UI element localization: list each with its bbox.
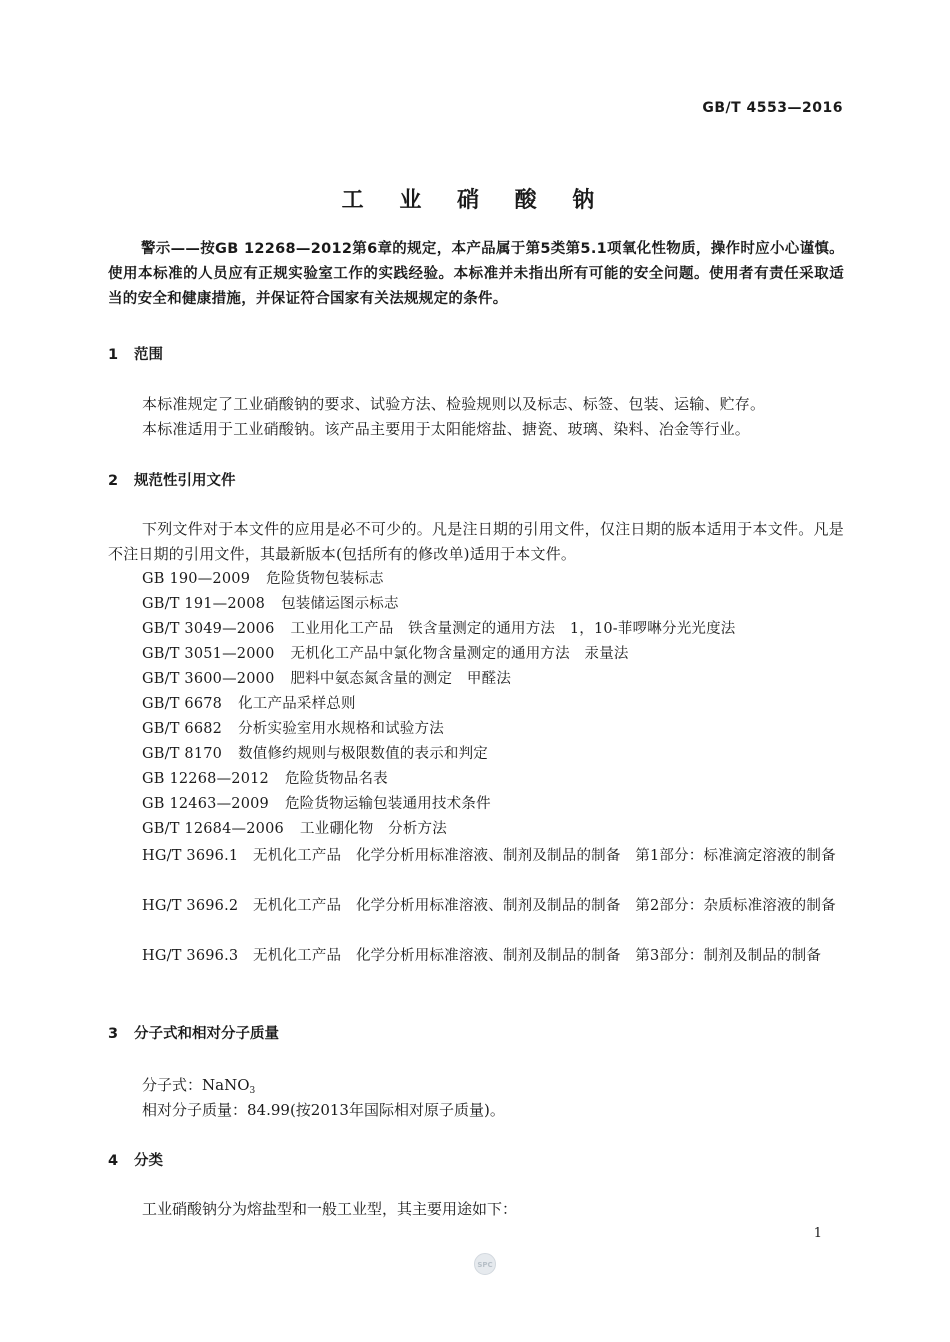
- reference-title: 无机化工产品 化学分析用标准溶液、制剂及制品的制备 第1部分：标准滴定溶液的制备: [253, 848, 836, 864]
- reference-list: [142, 567, 736, 842]
- section-1-heading: [108, 343, 163, 364]
- reference-code: GB/T 6678: [142, 696, 223, 712]
- hg-reference-3: [108, 944, 844, 969]
- formula-subscript: 3: [249, 1086, 256, 1096]
- reference-title: 无机化工产品 化学分析用标准溶液、制剂及制品的制备 第3部分：制剂及制品的制备: [253, 948, 822, 964]
- warning-paragraph: 警示——按GB 12268—2012第6章的规定，本产品属于第5类第5.1项氧化性物质，操作时应小心谨慎。使用本标准的人员应有正规实验室工作的实践经验。本标准并未指出所有可能的安全问题。使用者有责任采取适当的安全和健康措施，并保证符合国家有关法规规定的条件。: [108, 241, 844, 307]
- reference-item: [142, 592, 736, 617]
- section-title: 分子式和相对分子质量: [134, 1026, 279, 1042]
- reference-code: GB/T 191—2008: [142, 596, 266, 612]
- hg-reference-1: [108, 844, 844, 869]
- reference-code: GB 190—2009: [142, 571, 251, 587]
- section-2-heading: [108, 469, 236, 490]
- document-title: 工 业 硝 酸 钠: [341, 188, 609, 213]
- section-number: 3: [108, 1026, 119, 1042]
- reference-item: [142, 567, 736, 592]
- section-number: 4: [108, 1153, 119, 1169]
- reference-title: 无机化工产品中氯化物含量测定的通用方法 汞量法: [290, 646, 629, 662]
- reference-item: [142, 667, 736, 692]
- reference-title: 工业用化工产品 铁含量测定的通用方法 1，10-菲啰啉分光光度法: [290, 621, 736, 637]
- reference-title: 分析实验室用水规格和试验方法: [238, 721, 444, 737]
- reference-code: GB/T 3051—2000: [142, 646, 275, 662]
- section-title: 范围: [134, 347, 163, 363]
- spc-watermark-icon: [473, 1252, 497, 1276]
- standard-code: GB/T 4553—2016: [702, 100, 843, 116]
- reference-code: GB 12463—2009: [142, 796, 269, 812]
- reference-code: GB/T 3049—2006: [142, 621, 275, 637]
- section-4-heading: [108, 1149, 163, 1170]
- reference-code: GB/T 6682: [142, 721, 223, 737]
- molecular-mass: 相对分子质量：84.99(按2013年国际相对原子质量)。: [142, 1101, 505, 1119]
- references-intro: 下列文件对于本文件的应用是必不可少的。凡是注日期的引用文件，仅注日期的版本适用于本文件。凡是不注日期的引用文件，其最新版本(包括所有的修改单)适用于本文件。: [108, 520, 844, 563]
- reference-code: HG/T 3696.1: [142, 848, 239, 864]
- reference-title: 危险货物包装标志: [266, 571, 384, 587]
- reference-code: HG/T 3696.2: [142, 898, 239, 914]
- reference-code: GB/T 3600—2000: [142, 671, 275, 687]
- reference-item: [142, 642, 736, 667]
- classification-paragraph: 工业硝酸钠分为熔盐型和一般工业型，其主要用途如下：: [142, 1200, 518, 1218]
- reference-title: 化工产品采样总则: [238, 696, 356, 712]
- reference-title: 工业硼化物 分析方法: [299, 821, 447, 837]
- section-number: 2: [108, 473, 119, 489]
- scope-paragraph-2: 本标准适用于工业硝酸钠。该产品主要用于太阳能熔盐、搪瓷、玻璃、染料、冶金等行业。: [142, 420, 751, 438]
- reference-item: [142, 717, 736, 742]
- formula-label: 分子式：: [142, 1076, 203, 1094]
- reference-item: [142, 617, 736, 642]
- reference-code: GB/T 8170: [142, 746, 223, 762]
- page-number: 1: [813, 1226, 822, 1241]
- reference-title: 肥料中氨态氮含量的测定 甲醛法: [290, 671, 512, 687]
- reference-item: [142, 692, 736, 717]
- section-title: 分类: [134, 1153, 163, 1169]
- reference-code: HG/T 3696.3: [142, 948, 239, 964]
- svg-text:SPC: SPC: [477, 1261, 493, 1269]
- reference-code: GB/T 12684—2006: [142, 821, 284, 837]
- reference-item: [142, 817, 736, 842]
- reference-item: [142, 792, 736, 817]
- section-3-heading: [108, 1022, 279, 1043]
- section-title: 规范性引用文件: [134, 473, 236, 489]
- reference-title: 数值修约规则与极限数值的表示和判定: [238, 746, 489, 762]
- scope-paragraph-1: 本标准规定了工业硝酸钠的要求、试验方法、检验规则以及标志、标签、包装、运输、贮存。: [142, 395, 766, 413]
- section-number: 1: [108, 347, 119, 363]
- formula-value: NaNO: [202, 1076, 250, 1094]
- reference-item: [142, 742, 736, 767]
- reference-item: [142, 767, 736, 792]
- reference-title: 无机化工产品 化学分析用标准溶液、制剂及制品的制备 第2部分：杂质标准溶液的制备: [253, 898, 836, 914]
- reference-title: 包装储运图示标志: [281, 596, 399, 612]
- reference-code: GB 12268—2012: [142, 771, 269, 787]
- hg-reference-2: [108, 894, 844, 919]
- reference-title: 危险货物品名表: [284, 771, 388, 787]
- reference-title: 危险货物运输包装通用技术条件: [284, 796, 491, 812]
